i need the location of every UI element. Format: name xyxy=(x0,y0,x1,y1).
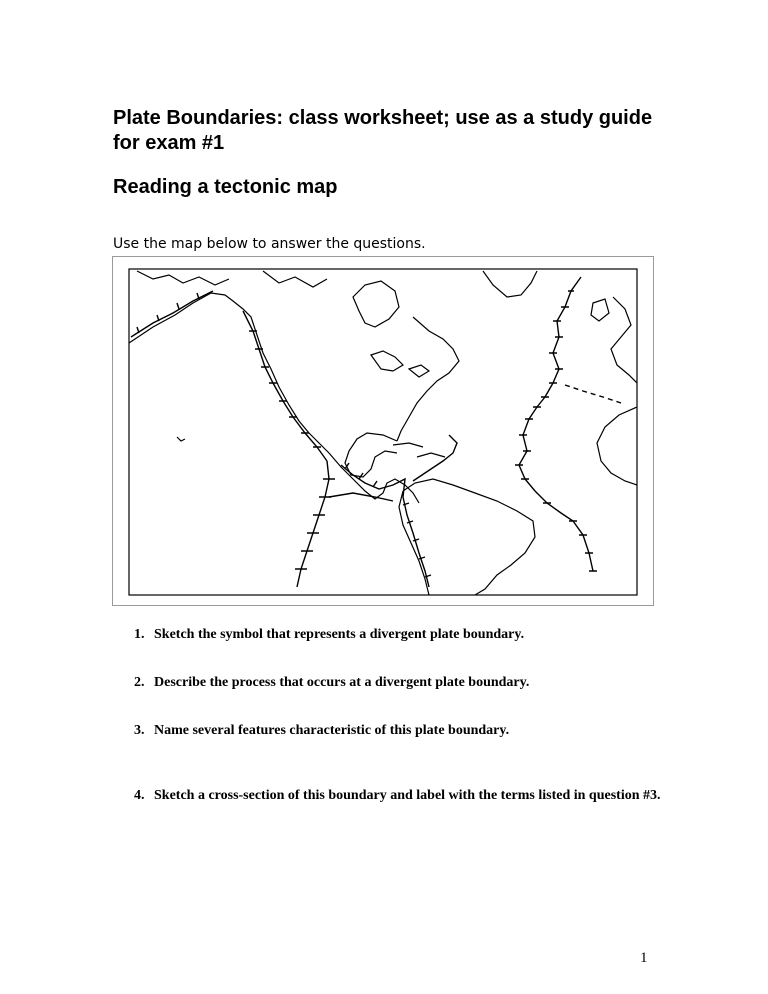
azores-gibraltar xyxy=(565,385,621,403)
europe-coast xyxy=(611,297,637,383)
question-text: Sketch the symbol that represents a divergent plate boundary. xyxy=(154,627,525,642)
instructions-text: Use the map below to answer the questions. xyxy=(113,236,426,252)
epr-ticks xyxy=(295,479,335,569)
north-america-coast xyxy=(129,293,419,503)
section-heading: Reading a tectonic map xyxy=(113,176,338,198)
coastlines xyxy=(129,271,637,595)
ridge-ticks xyxy=(515,291,597,571)
british-isles xyxy=(591,299,609,321)
worksheet-title: Plate Boundaries: class worksheet; use as a study guide for exam #1 xyxy=(113,107,653,154)
question-text: Name several features characteristic of this plate boundary. xyxy=(154,723,510,738)
question-number: 3. xyxy=(134,723,145,738)
question-text: Sketch a cross-section of this boundary and label with the terms listed in question #3. xyxy=(154,788,661,803)
gulf-of-mexico xyxy=(345,433,397,477)
tectonic-map-drawing xyxy=(113,257,653,605)
east-coast xyxy=(397,317,459,441)
africa-coast xyxy=(597,407,637,485)
south-america xyxy=(399,479,535,595)
hudson-bay xyxy=(353,281,399,327)
great-lakes xyxy=(371,351,429,377)
question-list xyxy=(134,626,674,804)
map-inner-border xyxy=(129,269,637,595)
west-coast-ticks xyxy=(249,331,321,447)
page-number: 1 xyxy=(640,950,648,966)
caribbean-arc xyxy=(413,435,457,481)
arctic-islands xyxy=(137,271,327,287)
alaska-trench xyxy=(131,291,213,337)
question-1 xyxy=(134,626,674,643)
question-number: 1. xyxy=(134,627,145,642)
galapagos-ridge xyxy=(329,493,393,501)
tectonic-map xyxy=(112,256,654,606)
question-2 xyxy=(134,674,674,691)
plate-boundaries xyxy=(131,277,621,587)
greenland xyxy=(483,271,537,297)
caribbean-islands xyxy=(393,443,445,457)
hawaii xyxy=(177,437,185,441)
question-4 xyxy=(134,787,674,804)
east-pacific-rise xyxy=(297,461,329,587)
question-3 xyxy=(134,722,674,739)
question-text: Describe the process that occurs at a divergent plate boundary. xyxy=(154,675,530,690)
question-number: 2. xyxy=(134,675,145,690)
question-number: 4. xyxy=(134,788,145,803)
